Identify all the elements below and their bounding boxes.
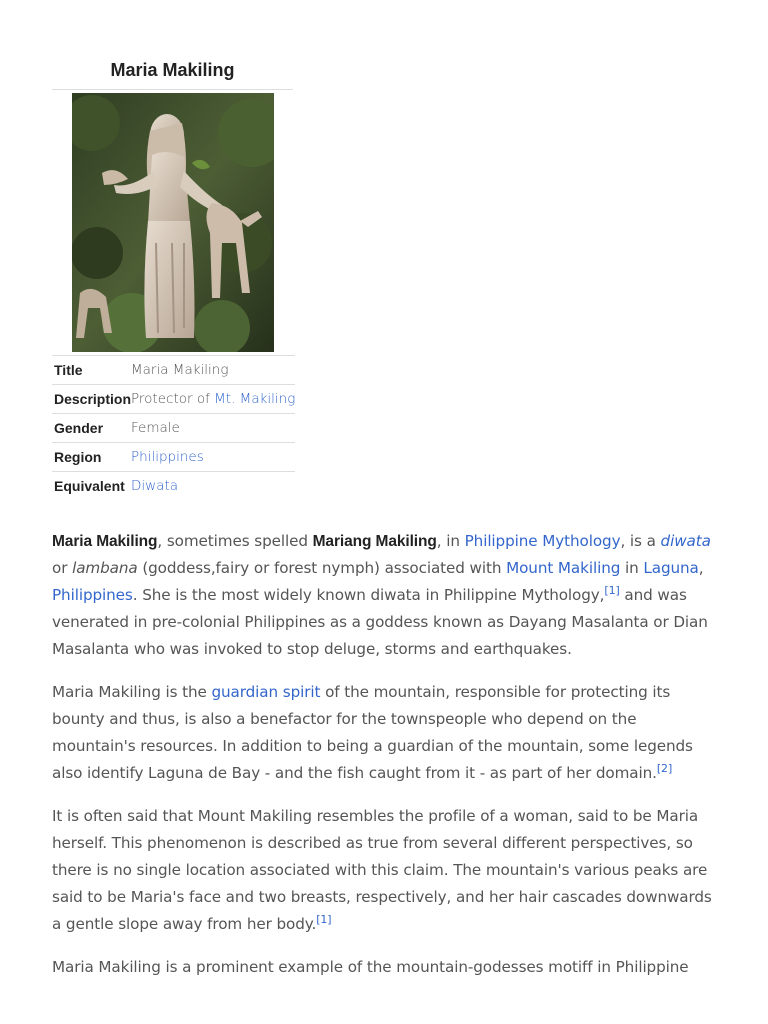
mount-makiling-link[interactable]: Mount Makiling xyxy=(506,559,621,577)
infobox-table xyxy=(52,355,295,501)
text-span: Maria Makiling is a prominent example of the mountain-godesses motiff in Philippine xyxy=(52,958,689,976)
text-span: or xyxy=(52,559,73,577)
paragraph-1 xyxy=(52,528,714,663)
infobox-value: Maria Makiling xyxy=(131,362,229,378)
reference-link[interactable]: [2] xyxy=(656,761,673,775)
bold-term: Maria Makiling xyxy=(52,533,158,550)
bold-term: Mariang Makiling xyxy=(312,533,437,550)
text-span: in xyxy=(620,559,644,577)
text-span: , sometimes spelled xyxy=(157,532,313,550)
mt-makiling-link[interactable]: Mt. Makiling xyxy=(214,391,296,407)
guardian-spirit-link[interactable]: guardian spirit xyxy=(211,683,321,701)
infobox-value xyxy=(131,443,295,472)
paragraph-3 xyxy=(52,803,714,938)
infobox-row-equivalent xyxy=(52,472,295,501)
text-span: , in xyxy=(436,532,465,550)
paragraph-4 xyxy=(52,954,714,981)
text-span: It is often said that Mount Makiling resembles the profile of a woman, said to be Maria herself. This phenomenon is described as true from several different perspectives, so there is no single location associated with this claim. The mountain's various peaks are said to be Maria's face and two breasts, respectively, and her hair cascades downwards a gentle slope away from her body. xyxy=(52,807,712,933)
infobox-label: Title xyxy=(54,362,83,378)
infobox-row-description xyxy=(52,385,295,414)
text-span: and was venerated in pre-colonial Philippines as a goddess known as Dayang Masalanta or Dian Masalanta who was invoked to stop deluge, storms and earthquakes. xyxy=(52,586,708,658)
statue-photo-illustration xyxy=(72,93,274,352)
infobox-title: Maria Makiling xyxy=(52,56,293,90)
statue-image[interactable] xyxy=(72,93,274,352)
description-prefix: Protector of xyxy=(131,391,215,407)
text-span: (goddess,fairy or forest nymph) associated with xyxy=(137,559,507,577)
diwata-link[interactable]: Diwata xyxy=(131,478,179,495)
text-span: . She is the most widely known diwata in Philippine Mythology, xyxy=(132,586,605,604)
laguna-link[interactable]: Laguna xyxy=(643,559,699,577)
infobox-label: Gender xyxy=(54,420,104,436)
infobox-value xyxy=(131,385,295,414)
infobox xyxy=(52,56,296,501)
infobox-value xyxy=(131,472,295,501)
text-span: of the mountain, responsible for protecting its bounty and thus, is also a benefactor for the townspeople who depend on the mountain's resources. In addition to being a guardian of the mountain, some legends also identify Laguna de Bay - and the fish caught from it - as part of her domain. xyxy=(52,683,693,782)
reference-link[interactable]: [1] xyxy=(316,912,332,926)
infobox-label: Description xyxy=(54,391,132,407)
text-span: , xyxy=(698,559,704,577)
italic-term: lambana xyxy=(72,559,138,577)
infobox-value: Female xyxy=(131,420,180,436)
article-body xyxy=(52,528,714,997)
philippine-mythology-link[interactable]: Philippine Mythology xyxy=(464,532,621,550)
reference-link[interactable]: [1] xyxy=(604,583,620,597)
infobox-row-region xyxy=(52,443,295,472)
infobox-label: Equivalent xyxy=(54,478,125,495)
infobox-row-gender xyxy=(52,414,295,443)
text-span: , is a xyxy=(620,532,661,550)
diwata-italic: diwata xyxy=(660,532,711,550)
infobox-row-title xyxy=(52,356,295,385)
infobox-label: Region xyxy=(54,449,102,465)
philippines-link[interactable]: Philippines xyxy=(131,449,204,465)
text-span: Maria Makiling is the xyxy=(52,683,212,701)
diwata-inline-link[interactable] xyxy=(661,532,711,550)
paragraph-2 xyxy=(52,679,714,787)
philippines-inline-link[interactable]: Philippines xyxy=(52,586,133,604)
